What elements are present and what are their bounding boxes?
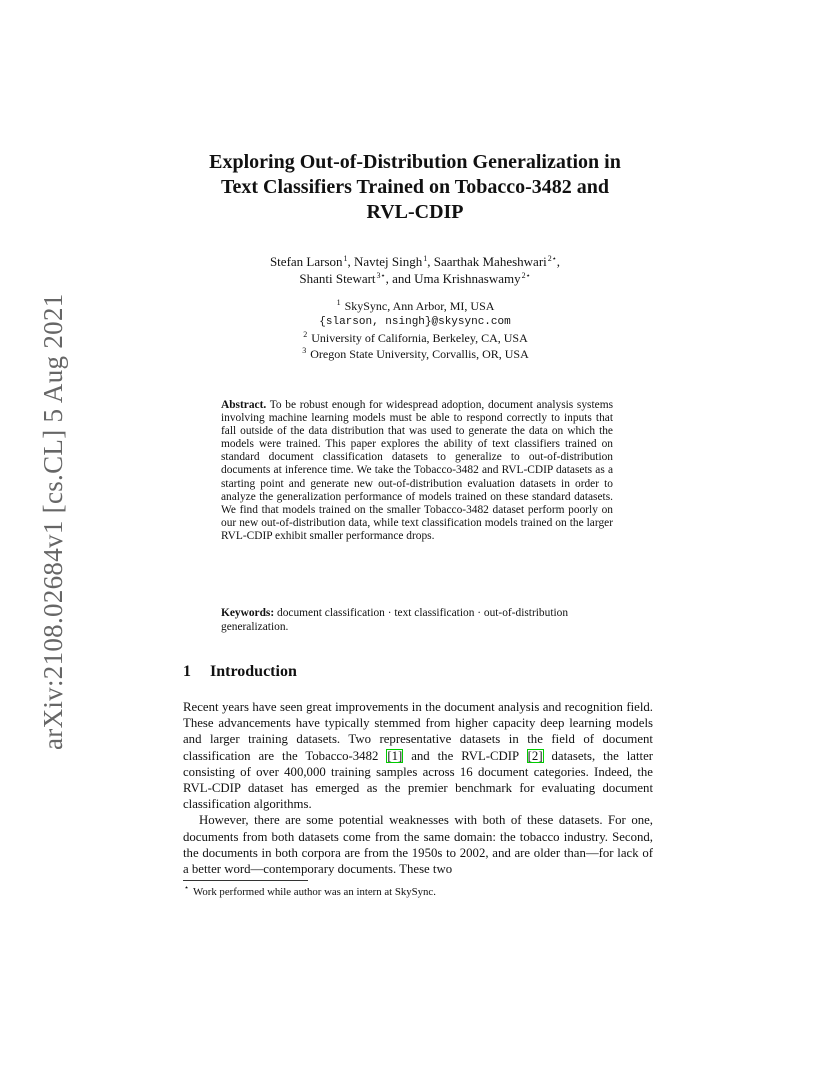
author-email: {slarson, nsingh}@skysync.com [319,316,511,328]
footnote [183,885,653,899]
author-affiliation-mark: 2⋆ [521,271,531,280]
affiliation-list [160,298,670,362]
affiliation-text: University of California, Berkeley, CA, USA [311,331,528,345]
author-name: Stefan Larson [269,254,343,269]
paragraph-text: and the RVL-CDIP [411,748,519,763]
footnote-text: Work performed while author was an intern at SkySync. [193,886,436,898]
author-affiliation-mark: 1 [343,254,348,263]
author-name: Navtej Singh [354,254,423,269]
affiliation-number: 3 [302,346,307,355]
arxiv-identifier: arXiv:2108.02684v1 [cs.CL] 5 Aug 2021 [38,293,68,750]
author-conjunction: and [392,271,411,286]
affiliation-number: 1 [336,298,341,307]
abstract-label: Abstract. [221,399,267,411]
paragraph-text: datasets, the latter consisting of over 400,000 training samples across 16 document categories. Indeed, the RVL-CDIP dataset has emerged as the premier benchmark for evaluating document classification algorithms. [183,748,654,812]
author-affiliation-mark: 1 [423,254,428,263]
affiliation-text: SkySync, Ann Arbor, MI, USA [344,299,495,313]
abstract [221,399,613,543]
title-line-2: Text Classifiers Trained on Tobacco-3482 and [220,176,610,198]
paper-title [160,150,670,225]
abstract-text: To be robust enough for widespread adoption, document analysis systems involving machine learning models must be able to respond correctly to inputs that fall outside of the data distribution that was used to generate the data on which the models were trained. This paper explores the ability of text classifiers trained on standard document classification datasets to generalize to out-of-distribution documents at inference time. We take the Tobacco-3482 and RVL-CDIP datasets as a starting point and generate new out-of-distribution evaluation datasets in order to analyze the generalization performance of models trained on these standard datasets. We find that models trained on the smaller Tobacco-3482 dataset perform poorly on our new out-of-distribution data, while text classification models trained on the larger RVL-CDIP exhibit smaller performance drops. [221,399,613,542]
author-name: Uma Krishnaswamy [414,271,521,286]
introduction-body [183,699,653,877]
paragraph: However, there are some potential weaknesses with both of these datasets. For one, documents from both datasets come from the same domain: the tobacco industry. Second, the documents in both corpora are from the 1950s to 2002, and are older than—for lack of a better word—contemporary documents. These two [183,813,653,877]
author-name: Saarthak Maheshwari [433,254,547,269]
section-heading [183,662,583,682]
title-line-1: Exploring Out-of-Distribution Generalization in [209,151,621,173]
paragraph [183,699,653,812]
author-affiliation-mark: 2⋆ [547,254,557,263]
section-title: Introduction [210,663,297,680]
citation-link[interactable]: [1] [387,748,403,763]
author-list: Stefan Larson$^1$, Navtej Singh$^1$, Saarthak Maheshwari$^{2⋆}$, Shanti Stewart$^{3⋆}$, and Uma Krishnaswamy$^{2⋆}$ [269,254,561,286]
footnote-rule [183,880,308,881]
footnote-mark: ⋆ [184,883,190,892]
author-name: Shanti Stewart [299,271,376,286]
keywords-label: Keywords: [221,607,275,619]
title-line-3: RVL-CDIP [366,201,464,223]
affiliation-text: Oregon State University, Corvallis, OR, USA [310,347,529,361]
section-number: 1 [183,663,191,680]
citation-link[interactable]: [2] [527,748,543,763]
keywords-text: document classification · text classification · out-of-distribution generalization. [221,607,569,633]
affiliation-number: 2 [303,330,308,339]
keywords [221,607,631,634]
author-affiliation-mark: 3⋆ [376,271,386,280]
paragraph-text: Recent years have seen great improvements in the document analysis and recognition field. These advancements have typically stemmed from higher capacity deep learning models and larger training datasets. Two representative datasets in the field of document classification are the Tobacco-3482 [183,700,653,763]
